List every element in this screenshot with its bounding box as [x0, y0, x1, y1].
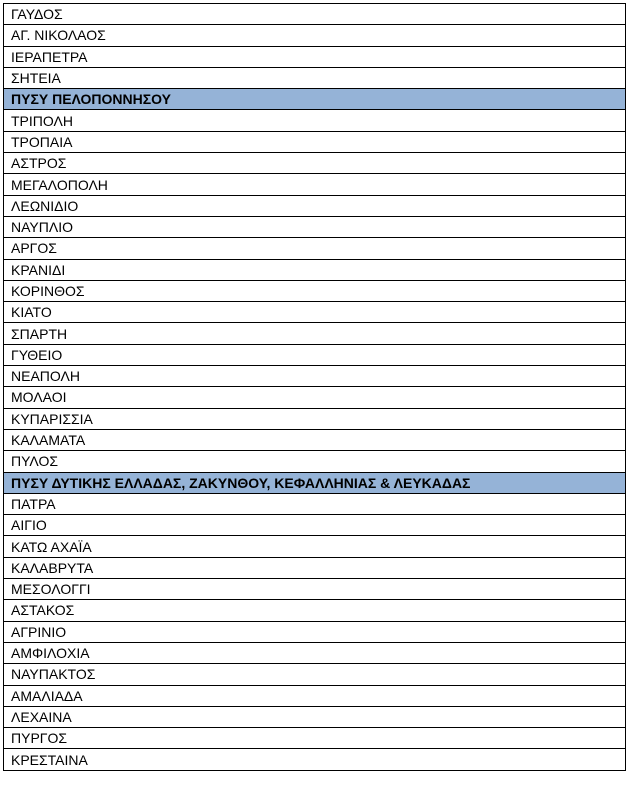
location-cell: ΑΣΤΡΟΣ [4, 153, 626, 174]
table-row [4, 685, 626, 706]
table-row [4, 579, 626, 600]
table-row [4, 642, 626, 663]
section-header-row [4, 472, 626, 493]
section-header-cell: ΠΥΣΥ ΔΥΤΙΚΗΣ ΕΛΛΑΔΑΣ, ΖΑΚΥΝΘΟΥ, ΚΕΦΑΛΛΗΝΙΑΣ & ΛΕΥΚΑΔΑΣ [4, 472, 626, 493]
location-cell: ΚΟΡΙΝΘΟΣ [4, 280, 626, 301]
table-row [4, 67, 626, 88]
table-row [4, 238, 626, 259]
table-row [4, 280, 626, 301]
table-row [4, 195, 626, 216]
table-row [4, 344, 626, 365]
table-row [4, 4, 626, 25]
table-row [4, 131, 626, 152]
location-cell: ΣΗΤΕΙΑ [4, 67, 626, 88]
table-row [4, 493, 626, 514]
table-row [4, 323, 626, 344]
table-row [4, 600, 626, 621]
table-row [4, 429, 626, 450]
location-cell: ΚΡΑΝΙΔΙ [4, 259, 626, 280]
location-cell: ΠΥΛΟΣ [4, 451, 626, 472]
location-cell: ΛΕΧΑΙΝΑ [4, 706, 626, 727]
locations-table [3, 3, 626, 771]
location-cell: ΚΙΑΤΟ [4, 302, 626, 323]
table-row [4, 515, 626, 536]
location-cell: ΚΑΛΑΜΑΤΑ [4, 429, 626, 450]
table-row [4, 216, 626, 237]
table-row [4, 174, 626, 195]
table-row [4, 557, 626, 578]
location-cell: ΚΑΤΩ ΑΧΑΪΑ [4, 536, 626, 557]
table-row [4, 706, 626, 727]
table-row [4, 259, 626, 280]
location-cell: ΑΣΤΑΚΟΣ [4, 600, 626, 621]
location-cell: ΜΕΓΑΛΟΠΟΛΗ [4, 174, 626, 195]
table-row [4, 408, 626, 429]
table-row [4, 387, 626, 408]
table-row [4, 110, 626, 131]
location-cell: ΠΥΡΓΟΣ [4, 728, 626, 749]
table-row [4, 366, 626, 387]
location-cell: ΝΑΥΠΛΙΟ [4, 216, 626, 237]
location-cell: ΜΟΛΑΟΙ [4, 387, 626, 408]
table-row [4, 25, 626, 46]
location-cell: ΠΑΤΡΑ [4, 493, 626, 514]
location-cell: ΝΑΥΠΑΚΤΟΣ [4, 664, 626, 685]
table-row [4, 451, 626, 472]
table-row [4, 664, 626, 685]
table-row [4, 536, 626, 557]
location-cell: ΜΕΣΟΛΟΓΓΙ [4, 579, 626, 600]
location-cell: ΚΥΠΑΡΙΣΣΙΑ [4, 408, 626, 429]
table-row [4, 621, 626, 642]
section-header-row [4, 89, 626, 110]
location-cell: ΑΙΓΙΟ [4, 515, 626, 536]
location-cell: ΤΡΙΠΟΛΗ [4, 110, 626, 131]
section-header-cell: ΠΥΣΥ ΠΕΛΟΠΟΝΝΗΣΟΥ [4, 89, 626, 110]
location-cell: ΓΥΘΕΙΟ [4, 344, 626, 365]
location-cell: ΑΓ. ΝΙΚΟΛΑΟΣ [4, 25, 626, 46]
location-cell: ΓΑΥΔΟΣ [4, 4, 626, 25]
location-cell: ΚΑΛΑΒΡΥΤΑ [4, 557, 626, 578]
location-cell: ΑΜΑΛΙΑΔΑ [4, 685, 626, 706]
location-cell: ΤΡΟΠΑΙΑ [4, 131, 626, 152]
locations-table-body [4, 4, 626, 771]
table-row [4, 302, 626, 323]
location-cell: ΙΕΡΑΠΕΤΡΑ [4, 46, 626, 67]
location-cell: ΚΡΕΣΤΑΙΝΑ [4, 749, 626, 770]
location-cell: ΑΓΡΙΝΙΟ [4, 621, 626, 642]
location-cell: ΑΜΦΙΛΟΧΙΑ [4, 642, 626, 663]
location-cell: ΑΡΓΟΣ [4, 238, 626, 259]
table-row [4, 46, 626, 67]
location-cell: ΛΕΩΝΙΔΙΟ [4, 195, 626, 216]
table-row [4, 749, 626, 770]
location-cell: ΝΕΑΠΟΛΗ [4, 366, 626, 387]
location-cell: ΣΠΑΡΤΗ [4, 323, 626, 344]
table-row [4, 728, 626, 749]
table-row [4, 153, 626, 174]
